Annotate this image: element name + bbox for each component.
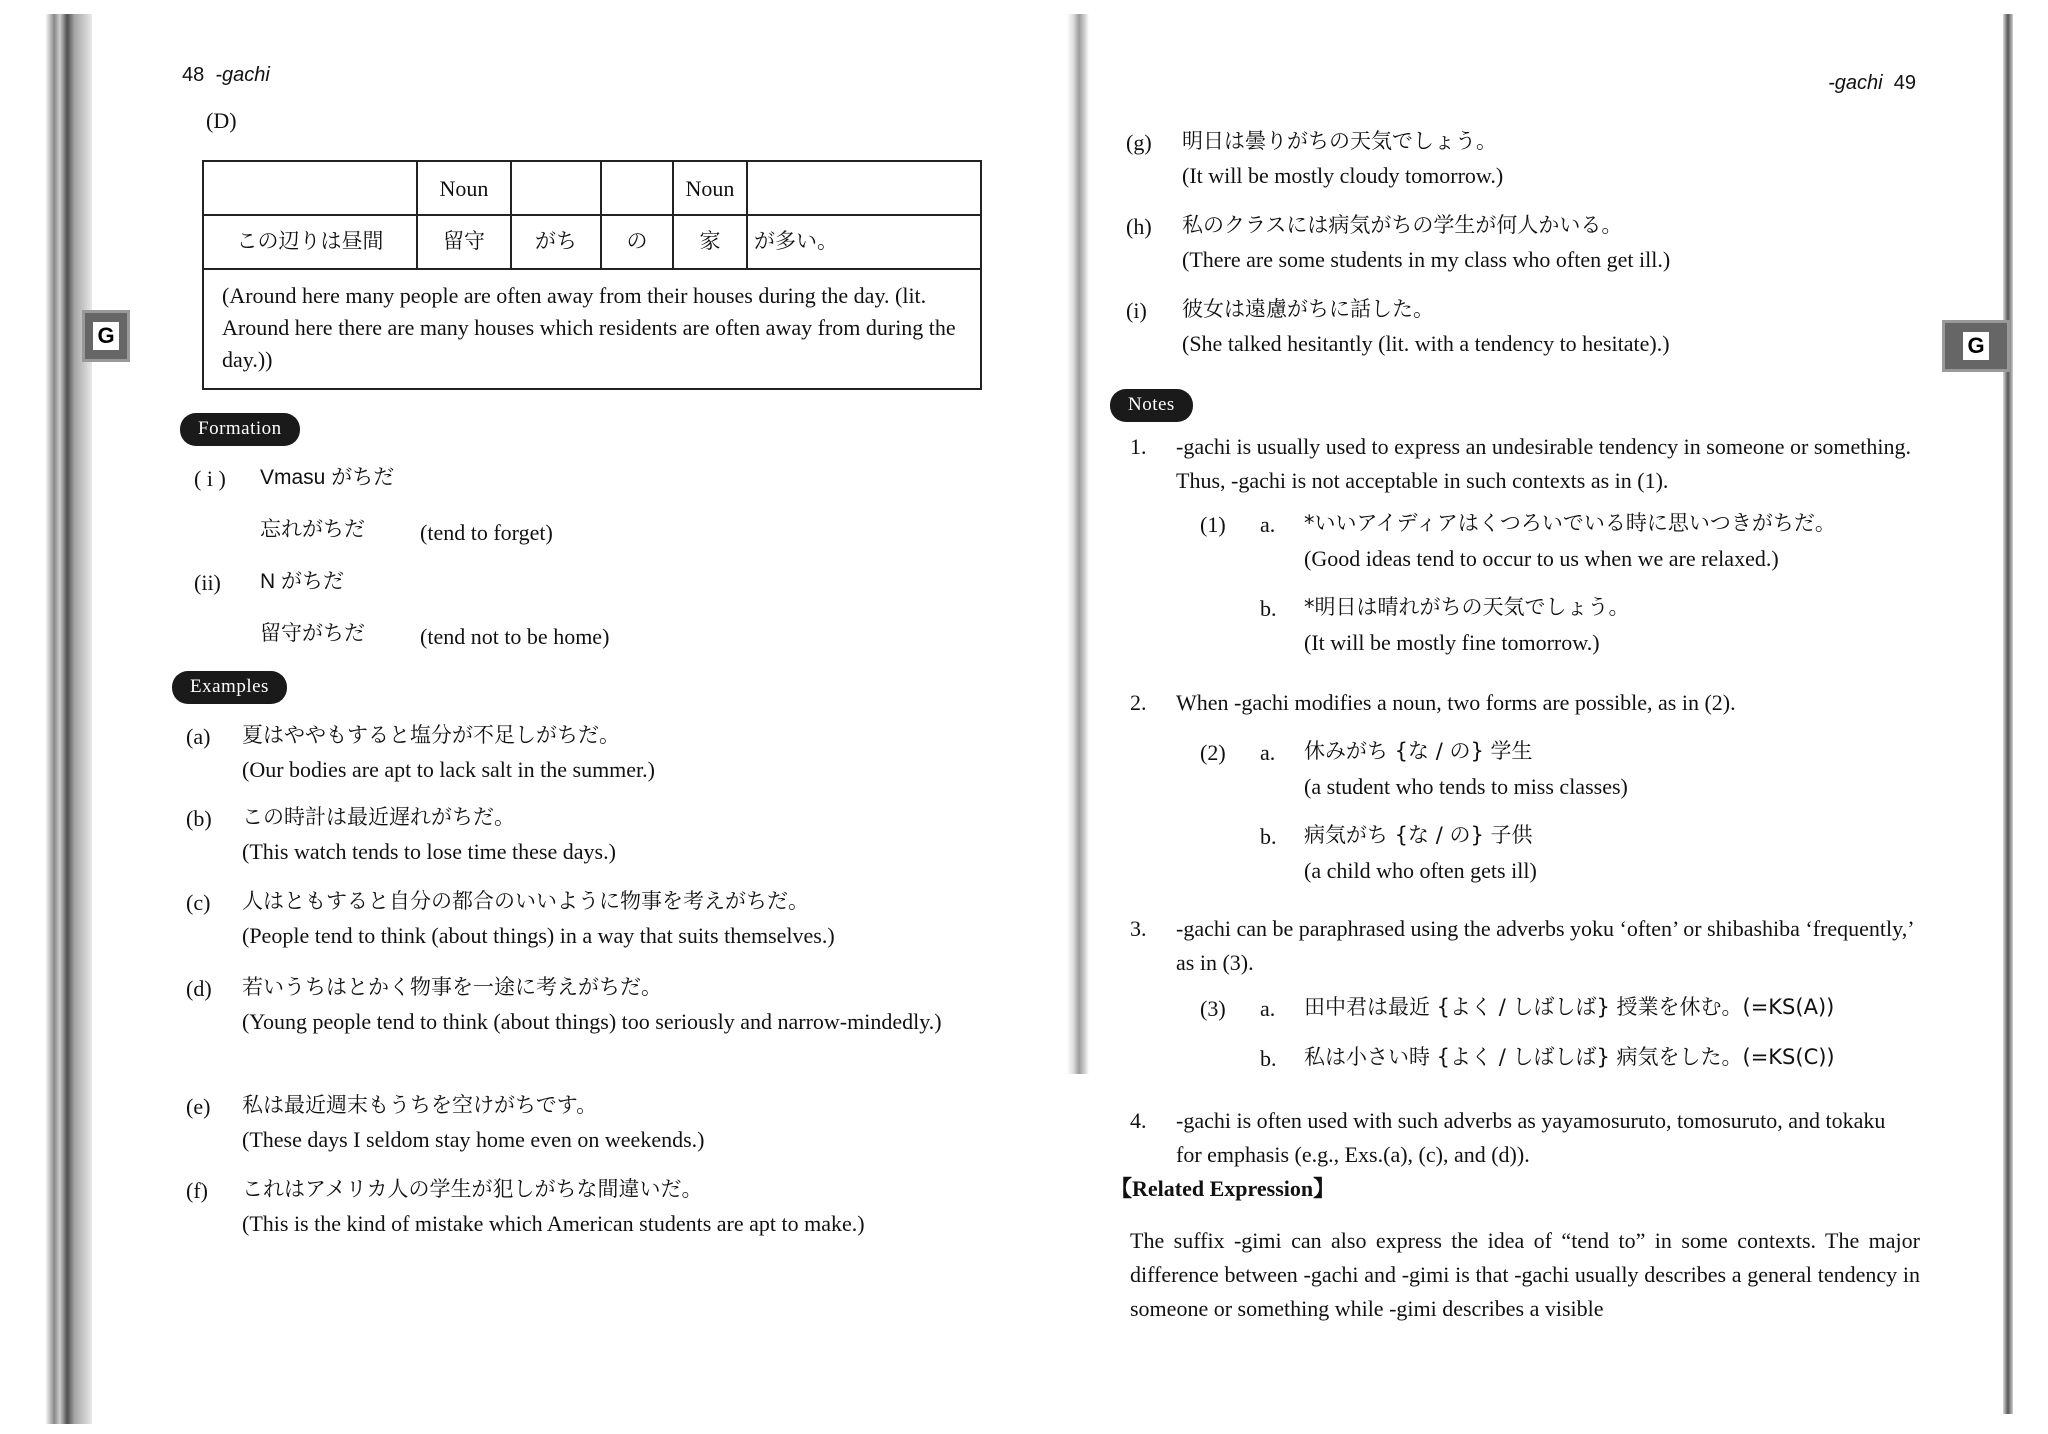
sub-example-en: (a student who tends to miss classes) (1304, 774, 1628, 799)
note-number: 4. (1130, 1108, 1147, 1133)
example-jp: 明日は曇りがちの天気でしょう。 (1182, 129, 1497, 153)
note-text: -gachi is usually used to express an undesirable tendency in someone or something. Thus, -gachi is not acceptable in such contexts as in (1). (1176, 434, 1911, 494)
sub-example-jp: 休みがち {な / の} 学生 (1304, 739, 1533, 763)
sub-example-letter: a. (1260, 996, 1276, 1021)
formation-example-en: (tend to forget) (420, 520, 553, 545)
center-gutter (1067, 14, 1089, 1074)
thumb-index-tab-left (82, 310, 130, 362)
left-binding-edge (46, 14, 92, 1424)
sub-example-jp: 病気がち {な / の} 子供 (1304, 823, 1533, 847)
table-cell: が多い。 (747, 215, 981, 269)
table-cell: Noun (417, 161, 511, 215)
note-number: 1. (1130, 434, 1147, 459)
sub-example-number: (3) (1200, 996, 1226, 1021)
formation-pattern: Vmasu がちだ (260, 466, 395, 489)
example-jp: 若いうちはとかく物事を一途に考えがちだ。 (242, 975, 662, 999)
example-en: (Young people tend to think (about things) too seriously and narrow-mindedly.) (242, 1009, 942, 1034)
examples-heading: Examples (172, 668, 287, 704)
table-row (203, 215, 981, 269)
example-label: (b) (186, 806, 212, 831)
sub-example-letter: a. (1260, 740, 1276, 765)
note-text: -gachi can be paraphrased using the adverbs yoku ‘often’ or shibashiba ‘frequently,’ as in (3). (1176, 916, 1913, 976)
sub-example-jp: *明日は晴れがちの天気でしょう。 (1304, 595, 1630, 619)
table-cell (203, 161, 417, 215)
formation-heading: Formation (180, 410, 300, 446)
example-label: (i) (1126, 298, 1147, 323)
example-label: (f) (186, 1178, 208, 1203)
example-en: (She talked hesitantly (lit. with a tendency to hesitate).) (1182, 331, 1670, 356)
sub-example-jp: 田中君は最近 {よく / しばしば} 授業を休む。(=KS(A)) (1304, 995, 1835, 1019)
section-label: (D) (206, 108, 237, 133)
sub-example-letter: b. (1260, 1046, 1277, 1071)
running-head: -gachi (215, 64, 270, 86)
formation-pattern: N がちだ (260, 570, 344, 593)
sub-example-letter: b. (1260, 596, 1277, 621)
sub-example-jp: 私は小さい時 {よく / しばしば} 病気をした。(=KS(C)) (1304, 1045, 1835, 1069)
running-head: -gachi (1828, 72, 1883, 94)
example-label: (c) (186, 890, 211, 915)
formation-example-jp: 留守がちだ (260, 621, 365, 645)
example-jp: 人はともすると自分の都合のいいように物事を考えがちだ。 (242, 889, 809, 913)
notes-heading: Notes (1110, 386, 1193, 422)
table-cell: 留守 (417, 215, 511, 269)
tab-letter: G (1963, 332, 1989, 360)
table-cell: の (601, 215, 673, 269)
table-row (203, 161, 981, 215)
sub-example-letter: b. (1260, 824, 1277, 849)
structure-table (202, 160, 982, 390)
table-cell (511, 161, 601, 215)
sub-example-jp: *いいアイディアはくつろいでいる時に思いつきがちだ。 (1304, 511, 1836, 535)
thumb-index-tab-right (1942, 320, 2010, 372)
example-label: (d) (186, 976, 212, 1001)
formation-num: (ii) (194, 570, 221, 595)
formation-example-en: (tend not to be home) (420, 624, 610, 649)
example-label: (g) (1126, 130, 1152, 155)
note-number: 3. (1130, 916, 1147, 941)
formation-num: ( i ) (194, 466, 226, 491)
sub-example-letter: a. (1260, 512, 1276, 537)
example-label: (a) (186, 724, 211, 749)
table-cell (601, 161, 673, 215)
table-cell: がち (511, 215, 601, 269)
table-row (203, 269, 981, 389)
example-jp: これはアメリカ人の学生が犯しがちな間違いだ。 (242, 1177, 703, 1201)
table-cell: この辺りは昼間 (203, 215, 417, 269)
example-en: (It will be mostly cloudy tomorrow.) (1182, 163, 1504, 188)
table-cell (747, 161, 981, 215)
formation-example-jp: 忘れがちだ (260, 517, 365, 541)
example-en: (These days I seldom stay home even on weekends.) (242, 1127, 705, 1152)
example-en: (This watch tends to lose time these days.) (242, 839, 616, 864)
sub-example-en: (Good ideas tend to occur to us when we are relaxed.) (1304, 546, 1779, 571)
table-cell: Noun (673, 161, 747, 215)
example-en: (There are some students in my class who often get ill.) (1182, 247, 1671, 272)
page-number: 49 (1893, 72, 1916, 94)
tab-letter: G (93, 322, 119, 350)
page-number: 48 (182, 64, 205, 86)
related-expression-heading: 【Related Expression】 (1110, 1176, 1336, 1201)
table-cell: 家 (673, 215, 747, 269)
example-jp: 夏はややもすると塩分が不足しがちだ。 (242, 723, 620, 747)
example-jp: 私は最近週末もうちを空けがちです。 (242, 1093, 598, 1117)
example-en: (People tend to think (about things) in a way that suits themselves.) (242, 923, 835, 948)
example-jp: この時計は最近遅れがちだ。 (242, 805, 515, 829)
note-number: 2. (1130, 690, 1147, 715)
example-en: (This is the kind of mistake which American students are apt to make.) (242, 1211, 865, 1236)
right-page-edge (2003, 14, 2013, 1414)
sub-example-number: (1) (1200, 512, 1226, 537)
example-en: (Our bodies are apt to lack salt in the summer.) (242, 757, 655, 782)
running-header-right (1828, 68, 1916, 98)
sub-example-en: (a child who often gets ill) (1304, 858, 1537, 883)
note-text: When -gachi modifies a noun, two forms are possible, as in (2). (1176, 690, 1736, 715)
table-translation: (Around here many people are often away from their houses during the day. (lit. Around here there are many houses which residents are often away from during the day.)) (203, 269, 981, 389)
sub-example-en: (It will be mostly fine tomorrow.) (1304, 630, 1600, 655)
running-header-left (182, 60, 270, 90)
related-expression-text: The suffix -gimi can also express the idea of “tend to” in some contexts. The major difference between -gachi and -gimi is that -gachi usually describes a general tendency in someone or something while -gimi describes a visible (1130, 1228, 1920, 1322)
example-label: (e) (186, 1094, 211, 1119)
sub-example-number: (2) (1200, 740, 1226, 765)
example-jp: 彼女は遠慮がちに話した。 (1182, 297, 1434, 321)
example-label: (h) (1126, 214, 1152, 239)
note-text: -gachi is often used with such adverbs as yayamosuruto, tomosuruto, and tokaku for emphasis (e.g., Exs.(a), (c), and (d)). (1176, 1108, 1886, 1168)
example-jp: 私のクラスには病気がちの学生が何人かいる。 (1182, 213, 1623, 237)
